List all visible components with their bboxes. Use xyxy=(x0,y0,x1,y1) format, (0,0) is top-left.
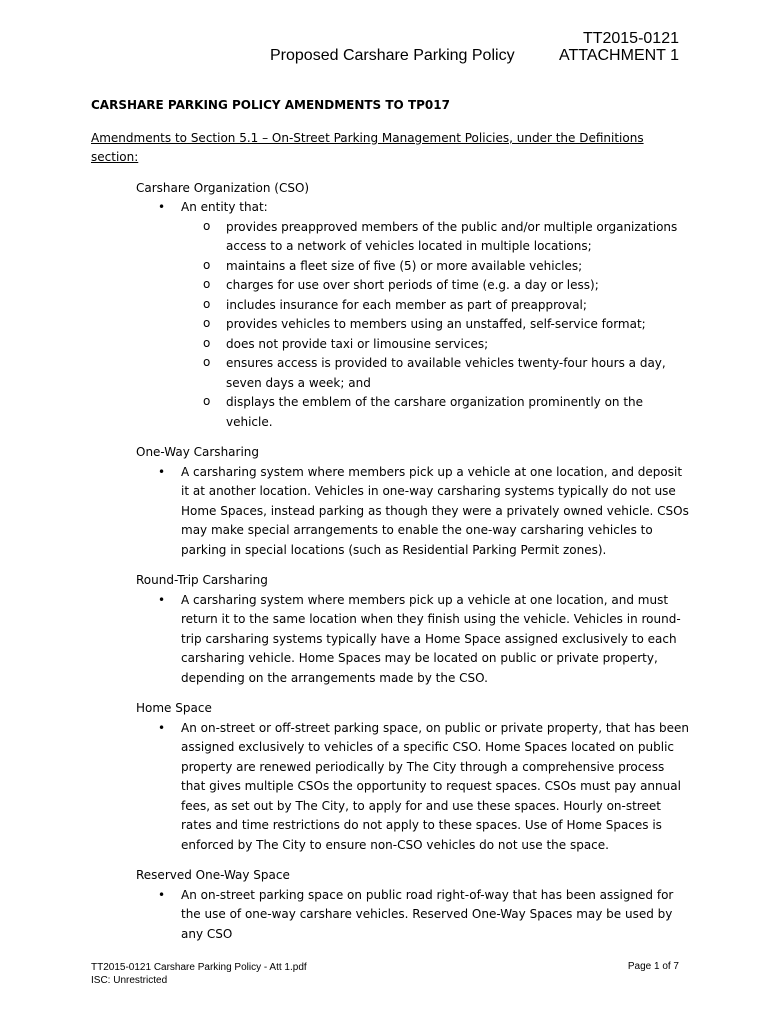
definition-text: A carsharing system where members pick up a vehicle at one location, and must return it to the same location when they finish using the vehicle. Vehicles in round-trip carsharing systems typically have a Home Space assigned exclusively to each carsharing vehicle. Home Spaces may be located on public or private property, depending on the arrangements made by the CSO. xyxy=(181,592,681,685)
definition-reserved-one-way-space xyxy=(136,866,691,944)
sub-bullet-marker: o xyxy=(203,335,211,350)
sub-bullet-marker: o xyxy=(203,257,211,272)
document-body xyxy=(91,96,691,944)
definition-cso xyxy=(136,179,691,433)
bullet-marker: • xyxy=(158,464,166,479)
sub-bullet-marker: o xyxy=(203,277,211,291)
definition-bullet xyxy=(136,719,691,856)
bullet-marker: • xyxy=(158,720,166,735)
attachment-label: ATTACHMENT 1 xyxy=(558,47,679,64)
bullet-marker: • xyxy=(158,592,166,607)
list-item: o provides preapproved members of the public and/or multiple organizations access to a network of vehicles located in multiple locations; xyxy=(203,218,678,253)
header-title: Proposed Carshare Parking Policy xyxy=(270,47,515,64)
footer-classification: ISC: Unrestricted xyxy=(91,975,168,986)
footer-filename: TT2015-0121 Carshare Parking Policy - Att 1.pdf xyxy=(91,962,307,973)
definition-term: Home Space xyxy=(136,701,212,715)
list-item: o does not provide taxi or limousine services; xyxy=(181,335,691,355)
definition-term: Round-Trip Carsharing xyxy=(136,573,268,587)
list-item: o ensures access is provided to available vehicles twenty-four hours a day, seven days a week; and xyxy=(203,355,666,390)
bullet-marker: • xyxy=(158,887,166,902)
definition-term: Carshare Organization (CSO) xyxy=(136,180,310,195)
sub-bullet-marker: o xyxy=(203,316,211,330)
definition-term: Reserved One-Way Space xyxy=(136,868,290,882)
page-number: Page 1 of 7 xyxy=(627,961,679,972)
sub-bullet-marker: o xyxy=(203,394,211,408)
sub-bullet-marker: o xyxy=(203,218,211,233)
sub-bullet-marker: o xyxy=(203,355,211,369)
definition-text: An on-street or off-street parking space, on public or private property, that has been assigned exclusively to vehicles of a specific CSO. Home Spaces located on public property are renewed periodically by The City through a comprehensive process that gives multiple CSOs the opportunity to request spaces. CSOs must pay annual fees, as set out by The City, to apply for and use these spaces. Hourly on-street rates and time restrictions do not apply to these spaces. Use of Home Spaces is enforced by The City to ensure non-CSO vehicles do not use the space. xyxy=(181,720,690,852)
definition-round-trip-carsharing xyxy=(136,571,691,688)
definition-bullet xyxy=(136,886,691,945)
definition-bullet xyxy=(136,198,691,432)
footer-info xyxy=(91,961,307,987)
criteria-list xyxy=(181,218,691,433)
document-heading: CARSHARE PARKING POLICY AMENDMENTS TO TP017 xyxy=(91,98,450,112)
definition-bullet xyxy=(136,463,691,561)
list-item: o charges for use over short periods of time (e.g. a day or less); xyxy=(181,276,691,296)
definition-home-space xyxy=(136,699,691,855)
list-item: o includes insurance for each member as part of preapproval; xyxy=(181,296,691,316)
definition-one-way-carsharing xyxy=(136,443,691,560)
document-code: TT2015-0121 xyxy=(582,30,679,47)
definition-term: One-Way Carsharing xyxy=(136,445,260,459)
definition-text: A carsharing system where members pick up a vehicle at one location, and deposit it at another location. Vehicles in one-way carsharing systems typically do not use Home Spaces, instead parking as though they were a privately owned vehicle. CSOs may make special arrangements to enable the one-way carsharing vehicles to parking in special locations (such as Residential Parking Permit zones). xyxy=(181,464,689,557)
definition-intro: An entity that: xyxy=(181,200,268,214)
list-item: o provides vehicles to members using an unstaffed, self-service format; xyxy=(181,315,691,335)
definition-bullet xyxy=(136,591,691,689)
sub-bullet-marker: o xyxy=(203,296,211,311)
list-item: o maintains a fleet size of five (5) or more available vehicles; xyxy=(181,257,691,277)
bullet-marker: • xyxy=(158,200,166,214)
amendment-subheading: Amendments to Section 5.1 – On-Street Parking Management Policies, under the Definitions section: xyxy=(91,130,644,164)
definition-text: An on-street parking space on public road right-of-way that has been assigned for the use of one-way carshare vehicles. Reserved One-Way Spaces may be used by any CSO xyxy=(181,887,674,941)
list-item: o displays the emblem of the carshare organization prominently on the vehicle. xyxy=(203,394,644,429)
